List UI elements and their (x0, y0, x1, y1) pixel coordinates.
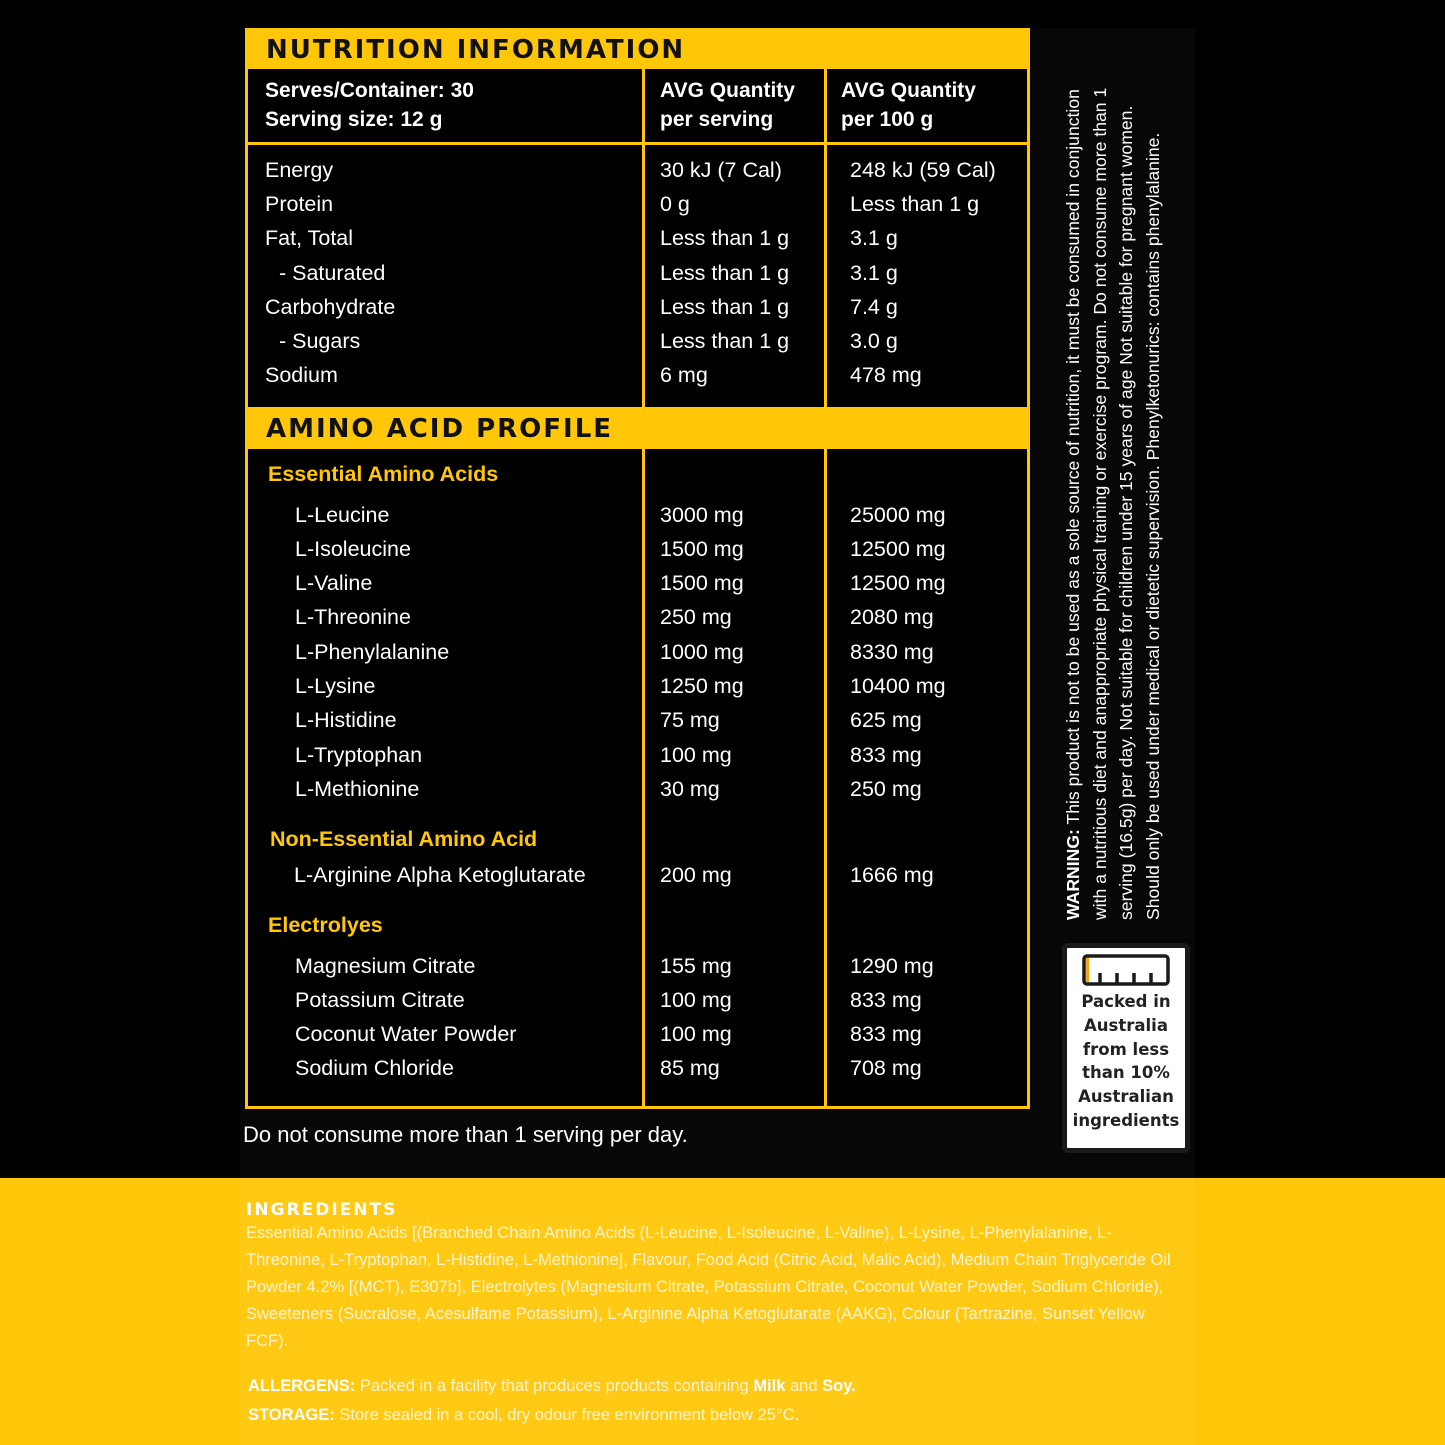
allergen-milk: Milk (753, 1377, 786, 1395)
amino-per-serving: 100 mg (660, 743, 732, 767)
amino-name: L-Tryptophan (295, 743, 423, 767)
column-header-per-serving (660, 76, 795, 134)
amino-per-100g: 12500 mg (850, 571, 946, 595)
amino-name: L-Methionine (295, 777, 420, 801)
amino-per-100g: 25000 mg (850, 503, 946, 527)
amino-per-serving: 1500 mg (660, 571, 744, 595)
electrolyte-name: Coconut Water Powder (295, 1022, 517, 1046)
section-essential: Essential Amino Acids (268, 462, 499, 486)
nutrient-per-serving: 6 mg (660, 363, 708, 387)
amino-per-serving: 1500 mg (660, 537, 744, 561)
serving-size: Serving size: 12 g (265, 108, 443, 131)
amino-per-100g: 12500 mg (850, 537, 946, 561)
warning-text (1060, 60, 1200, 920)
amino-name: L-Histidine (295, 708, 397, 732)
electrolyte-name: Potassium Citrate (295, 988, 465, 1012)
nutrient-per-100g: 3.1 g (850, 261, 898, 285)
allergens-and: and (785, 1377, 823, 1395)
electrolyte-per-serving: 100 mg (660, 1022, 732, 1046)
amino-name: L-Valine (295, 571, 373, 595)
column-header-per-100g (841, 76, 976, 134)
nutrient-name: - Saturated (279, 261, 386, 285)
electrolyte-per-serving: 100 mg (660, 988, 732, 1012)
column-header-line: per 100 g (841, 108, 934, 131)
storage-line (248, 1401, 856, 1430)
nutrition-table (245, 28, 1030, 1109)
nutrient-per-serving: Less than 1 g (660, 295, 790, 319)
badge-line: ingredients (1072, 1110, 1180, 1130)
amino-per-serving: 3000 mg (660, 503, 744, 527)
nutrient-per-serving: Less than 1 g (660, 261, 790, 285)
nutrient-per-serving: Less than 1 g (660, 226, 790, 250)
column-header-line: per serving (660, 108, 774, 131)
nutrient-name: Carbohydrate (265, 295, 396, 319)
nutrient-per-100g: 3.1 g (850, 226, 898, 250)
serves-per-container: Serves/Container: 30 (265, 79, 474, 102)
section-electrolytes: Electrolyes (268, 913, 383, 937)
amino-per-serving: 200 mg (660, 863, 732, 887)
ingredients-section (246, 1200, 1186, 1355)
amino-per-serving: 1250 mg (660, 674, 744, 698)
badge-line: from less (1082, 1039, 1170, 1059)
nutrient-name: Fat, Total (265, 226, 354, 250)
nutrient-per-100g: Less than 1 g (850, 192, 980, 216)
nutrient-per-100g: 248 kJ (59 Cal) (850, 158, 996, 182)
badge-line: Packed in (1081, 992, 1171, 1011)
amino-name: L-Phenylalanine (295, 640, 450, 664)
column-divider-1 (642, 69, 645, 1109)
allergens-label: ALLERGENS: (248, 1377, 356, 1395)
amino-per-serving: 250 mg (660, 605, 732, 629)
amino-per-100g: 833 mg (850, 743, 922, 767)
allergen-soy: Soy. (822, 1377, 856, 1395)
electrolyte-per-100g: 833 mg (850, 988, 922, 1012)
amino-name: L-Lysine (295, 674, 376, 698)
nutrition-title: NUTRITION INFORMATION (248, 31, 1027, 69)
storage-label: STORAGE: (248, 1406, 335, 1424)
amino-per-100g: 1666 mg (850, 863, 934, 887)
electrolyte-per-serving: 155 mg (660, 954, 732, 978)
nutrient-name: - Sugars (279, 329, 361, 353)
badge-line: Australia (1084, 1015, 1168, 1035)
ingredients-text: Essential Amino Acids [(Branched Chain Amino Acids (L-Leucine, L-Isoleucine, L-Valine), L-Lysine, L-Phenylalanine, L-Threonine, L-Tryptophan, L-Histidine, L-Methionine], Flavour, Food Acid (Citric Acid, Malic Acid), Medium Chain Triglyceride Oil Powder 4.2% [(MCT), E307b], Electrolytes (Magnesium Citrate, Potassium Citrate, Coconut Water Powder, Sodium Chloride), Sweeteners (Sucralose, Acesulfame Potassium), L-Arginine Alpha Ketoglutarate (AAKG), Colour (Tartrazine, Sunset Yellow FCF). (246, 1224, 1171, 1350)
storage-text: Store sealed in a cool, dry odour free environment below 25°C. (334, 1406, 800, 1424)
nutrient-per-serving: 30 kJ (7 Cal) (660, 158, 782, 182)
warning-body: This product is not to be used as a sole source of nutrition, it must be consumed in conjunction with a nutritious diet and anappropriate physical training or exercise program. Do not consume more than 1 serving (16.5g) per day. Not suitable for children under 15 years of age Not suitable for pregnant women. Should only be used under medical or dietetic supervision. Phenylketonurics: contains phenylalanine. (1063, 87, 1163, 920)
amino-per-100g: 10400 mg (850, 674, 946, 698)
electrolyte-per-100g: 708 mg (850, 1056, 922, 1080)
allergens-line (248, 1372, 856, 1401)
badge-line: than 10% (1082, 1063, 1170, 1083)
warning-label: WARNING: (1063, 829, 1083, 920)
amino-per-100g: 2080 mg (850, 605, 934, 629)
amino-per-100g: 250 mg (850, 777, 922, 801)
amino-name: L-Isoleucine (295, 537, 411, 561)
section-non-essential: Non-Essential Amino Acid (270, 827, 538, 851)
amino-per-100g: 8330 mg (850, 640, 934, 664)
nutrient-name: Energy (265, 158, 334, 182)
nutrient-name: Protein (265, 192, 334, 216)
column-header-line: AVG Quantity (841, 79, 976, 102)
country-of-origin-badge (1062, 943, 1190, 1153)
serving-limit-note: Do not consume more than 1 serving per day. (243, 1122, 688, 1147)
ingredients-title: INGREDIENTS (246, 1200, 398, 1220)
electrolyte-per-100g: 833 mg (850, 1022, 922, 1046)
nutrient-per-100g: 7.4 g (850, 295, 898, 319)
allergens-text: Packed in a facility that produces products containing (355, 1377, 754, 1395)
amino-per-serving: 75 mg (660, 708, 720, 732)
amino-per-serving: 1000 mg (660, 640, 744, 664)
country-of-origin-bar-icon (1082, 954, 1170, 986)
column-divider-2 (824, 69, 827, 1109)
amino-per-serving: 30 mg (660, 777, 720, 801)
nutrient-per-serving: 0 g (660, 192, 690, 216)
electrolyte-name: Magnesium Citrate (295, 954, 476, 978)
header-divider (248, 142, 1027, 145)
amino-title: AMINO ACID PROFILE (248, 407, 1027, 449)
amino-per-100g: 625 mg (850, 708, 922, 732)
badge-line: Australian (1078, 1087, 1174, 1107)
serving-info (265, 76, 474, 134)
electrolyte-per-100g: 1290 mg (850, 954, 934, 978)
nutrient-name: Sodium (265, 363, 338, 387)
nutrient-per-100g: 478 mg (850, 363, 922, 387)
nutrient-per-serving: Less than 1 g (660, 329, 790, 353)
amino-name: L-Threonine (295, 605, 411, 629)
amino-name: L-Leucine (295, 503, 390, 527)
allergen-storage (248, 1372, 856, 1430)
column-header-line: AVG Quantity (660, 79, 795, 102)
electrolyte-per-serving: 85 mg (660, 1056, 720, 1080)
nutrient-per-100g: 3.0 g (850, 329, 898, 353)
amino-name: L-Arginine Alpha Ketoglutarate (294, 863, 586, 887)
electrolyte-name: Sodium Chloride (295, 1056, 454, 1080)
